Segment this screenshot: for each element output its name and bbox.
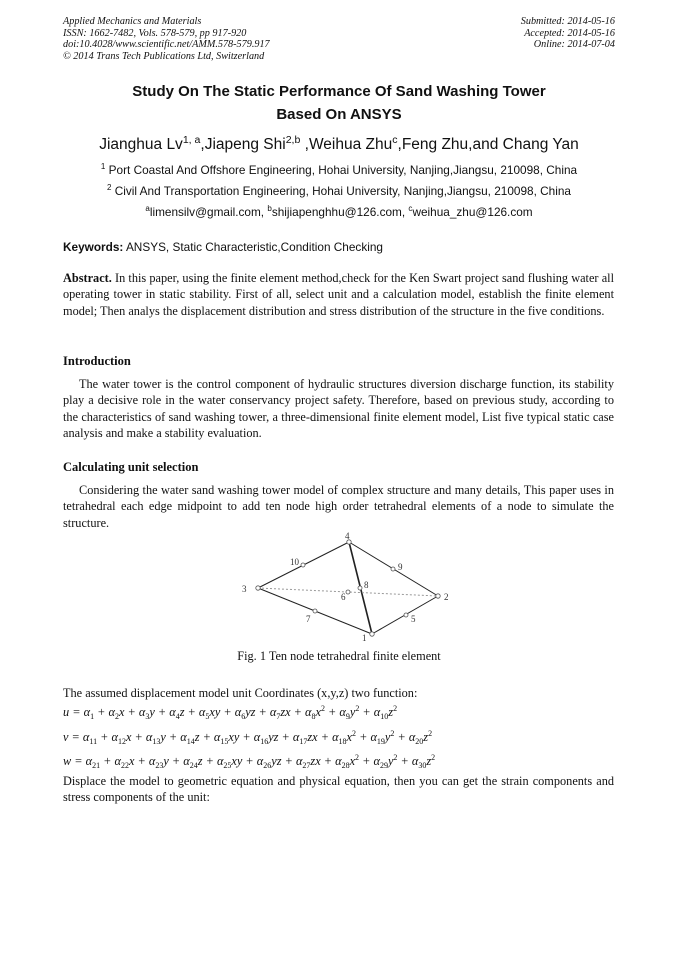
abstract-label: Abstract. [63, 271, 112, 285]
node-label-4: 4 [345, 531, 350, 541]
eq-v-lhs: v [63, 730, 69, 744]
introduction-text: The water tower is the control component of hydraulic structures diversion discharge function, its stability play a decisive role in the water conservancy project safety. Therefore, based on previous study, according to the characteristics of sand washing tower, a three-dimensional finite element model, List five typical static case analysis and make a stability evaluation. [63, 377, 614, 440]
copyright-line: © 2014 Trans Tech Publications Ltd, Switzerland [63, 50, 265, 62]
author-1-affil: 1, a [182, 133, 201, 146]
tetrahedron-figure [230, 530, 460, 642]
keywords-text: ANSYS, Static Characteristic,Condition Checking [123, 240, 383, 254]
email-a: limensilv@gmail.com, [149, 205, 268, 219]
email-b-mark: b [267, 204, 272, 214]
author-list [40, 133, 638, 154]
issn-line: ISSN: 1662-7482, Vols. 578-579, pp 917-920 [63, 27, 247, 39]
accepted-date: Accepted: 2014-05-16 [524, 27, 615, 39]
eq-w-lhs: w [63, 754, 72, 768]
node-label-8: 8 [364, 580, 369, 590]
node-3-marker [256, 586, 260, 590]
node-8-marker [358, 586, 362, 590]
node-7-marker [313, 609, 317, 613]
email-c-mark: c [408, 204, 413, 214]
affiliation-2-number: 2 [107, 183, 112, 193]
paper-title [40, 80, 638, 126]
node-2-marker [436, 594, 440, 598]
submitted-date: Submitted: 2014-05-16 [520, 16, 615, 27]
author-2: ,Jiapeng Shi [200, 136, 286, 153]
node-label-3: 3 [242, 584, 247, 594]
author-3: ,Weihua Zhu [300, 136, 393, 153]
node-label-1: 1 [362, 633, 367, 642]
node-label-7: 7 [306, 614, 311, 624]
author-2-affil: 2,b [285, 133, 301, 146]
node-label-6: 6 [341, 592, 346, 602]
journal-header-left [63, 16, 270, 62]
equation-v: $v = \alpha_{11} + \alpha_{12}x + \alpha_{13}y + \alpha_{14}z + \alpha_{15}xy + \alpha_{16}yz + \alpha_{17}zx + \alpha_{18}x^2 + \alpha_{19}y^2 + \alpha_{20}z^2$ [63, 729, 433, 746]
title-line-1: Study On The Static Performance Of Sand Washing Tower [132, 83, 546, 100]
journal-header-right [521, 16, 615, 51]
email-c: weihua_zhu@126.com [412, 205, 533, 219]
node-6-marker [346, 590, 350, 594]
node-label-5: 5 [411, 614, 416, 624]
journal-name: Applied Mechanics and Materials [63, 16, 202, 27]
figure-caption: Fig. 1 Ten node tetrahedral finite element [237, 649, 441, 663]
author-emails [40, 205, 638, 219]
title-line-2: Based On ANSYS [276, 106, 402, 123]
keywords [63, 240, 383, 254]
author-3-affil: c [392, 133, 398, 146]
node-9-marker [391, 567, 395, 571]
email-b: shijiapenghhu@126.com, [271, 205, 409, 219]
equation-u: $u = \alpha_1 + \alpha_2x + \alpha_3y + \alpha_4z + \alpha_5xy + \alpha_6yz + \alpha_7zx + \alpha_8x^2 + \alpha_9y^2 + \alpha_{10}z^2$ [63, 704, 398, 721]
displacement-intro: The assumed displacement model unit Coordinates (x,y,z) two function: [63, 686, 418, 700]
abstract [63, 270, 614, 319]
affiliation-2 [40, 184, 638, 198]
node-5-marker [404, 613, 408, 617]
node-label-9: 9 [398, 562, 403, 572]
online-date: Online: 2014-07-04 [533, 39, 615, 50]
unit-selection-heading: Calculating unit selection [63, 460, 199, 474]
doi-line: doi:10.4028/www.scientific.net/AMM.578-579.917 [63, 39, 270, 50]
affiliation-1 [40, 163, 638, 177]
node-label-2: 2 [444, 592, 449, 602]
node-label-10: 10 [290, 557, 299, 567]
node-10-marker [301, 563, 305, 567]
author-1: Jianghua Lv [99, 136, 183, 153]
keywords-label: Keywords: [63, 240, 124, 254]
equation-w: $w = \alpha_{21} + \alpha_{22}x + \alpha_{23}y + \alpha_{24}z + \alpha_{25}xy + \alpha_{26}yz + \alpha_{27}zx + \alpha_{28}x^2 + \alpha_{29}y^2 + \alpha_{30}z^2$ [63, 753, 436, 770]
unit-selection-text: Considering the water sand washing tower model of complex structure and many details, This paper uses in tetrahedral each edge midpoint to add ten node high order tetrahedral elements of a node to simulate the structure. [63, 483, 614, 530]
displacement-after: Displace the model to geometric equation and physical equation, then you can get the strain components and stress components of the unit: [63, 774, 614, 805]
node-1-marker [370, 632, 374, 636]
email-a-mark: a [145, 204, 150, 214]
abstract-text: In this paper, using the finite element method,check for the Ken Swart project sand flushing water all operating tower in static stability. First of all, select unit and a calculation model, establish the finite element model; Then analys the displacement distribution and stress distribution of the structure in the five conditions. [63, 271, 614, 318]
affiliation-2-text: Civil And Transportation Engineering, Hohai University, Nanjing,Jiangsu, 210098, China [114, 184, 571, 198]
eq-u-lhs: u [63, 705, 70, 719]
affiliation-1-number: 1 [100, 162, 106, 172]
introduction-heading: Introduction [63, 354, 131, 368]
author-4: ,Feng Zhu,and Chang Yan [397, 136, 579, 153]
affiliation-1-text: Port Coastal And Offshore Engineering, Hohai University, Nanjing,Jiangsu, 210098, China [108, 163, 578, 177]
